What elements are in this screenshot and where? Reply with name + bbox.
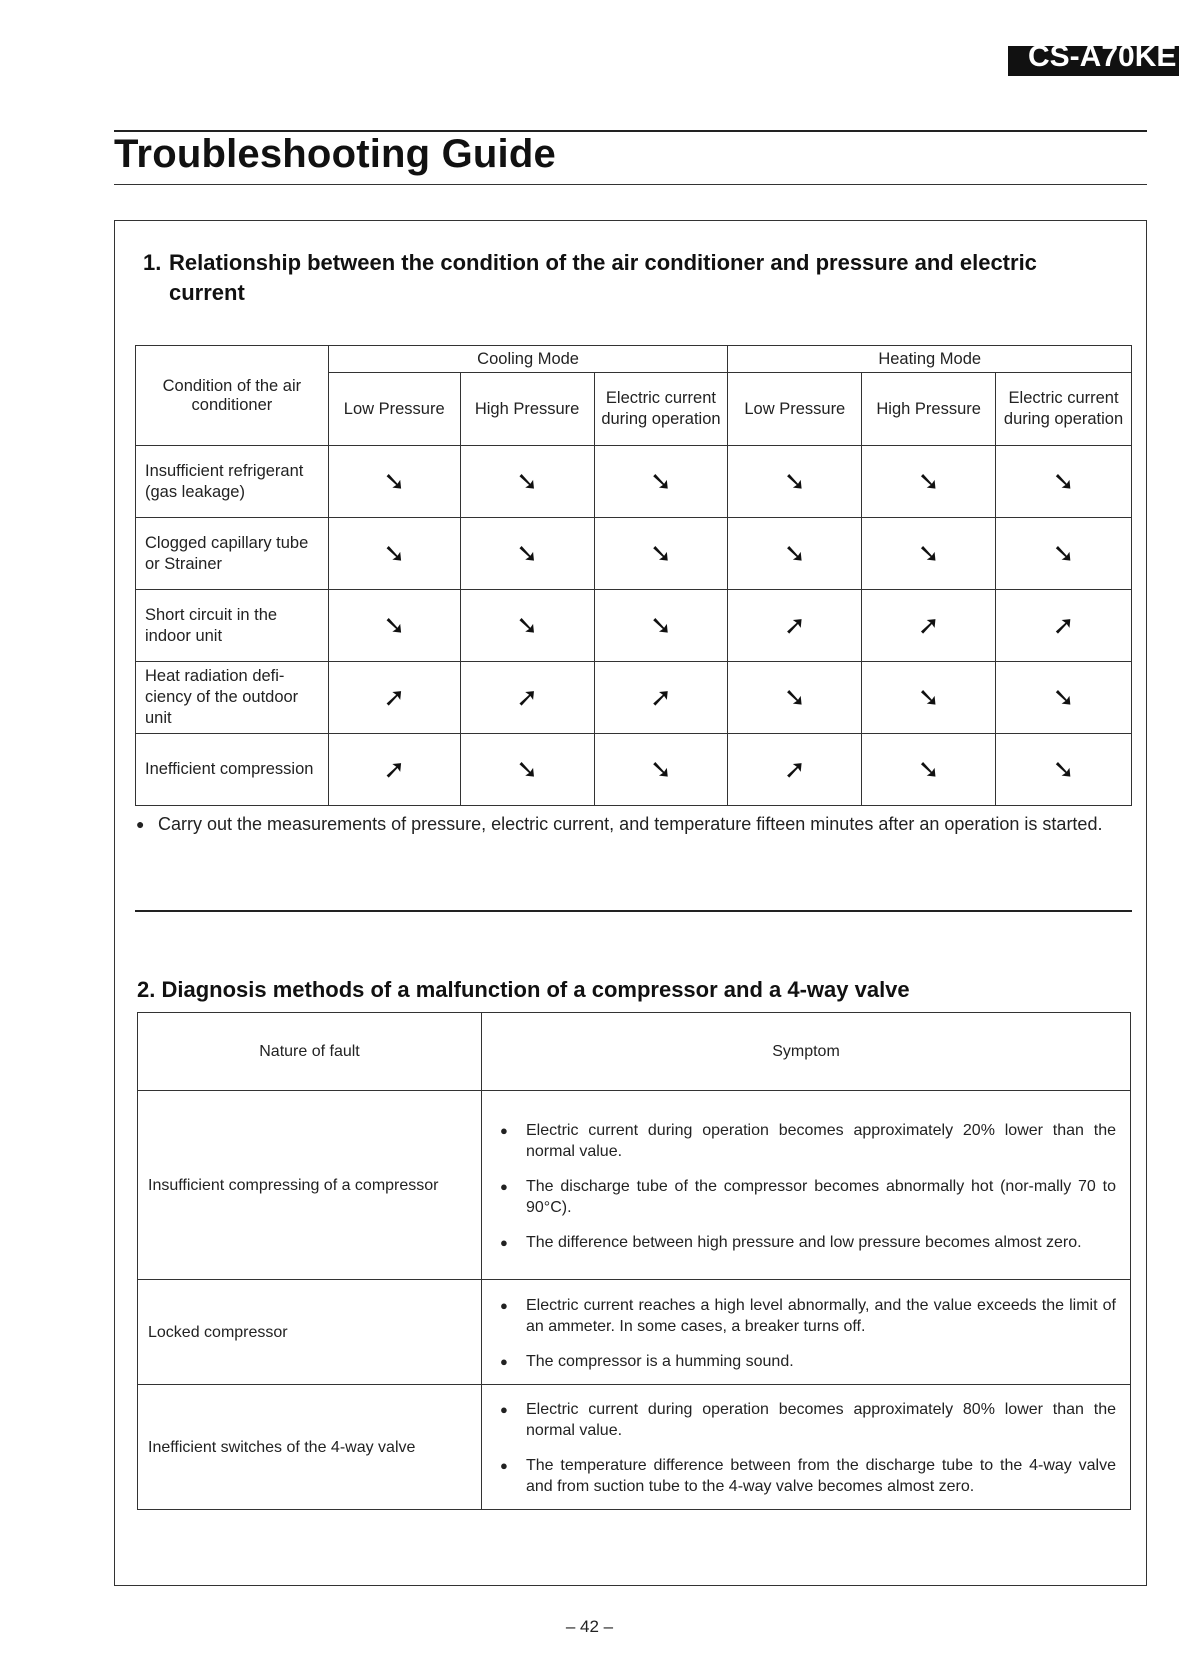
- arrow-indicator: ➘: [460, 518, 594, 590]
- arrow-indicator: ➘: [594, 590, 728, 662]
- arrow-indicator: ➘: [460, 734, 594, 806]
- arrow-indicator: ➘: [996, 518, 1132, 590]
- table-row: [136, 662, 1132, 734]
- bullet-icon: ●: [500, 1297, 508, 1313]
- symptom-item: [496, 1295, 1116, 1337]
- fault-header: Nature of fault: [138, 1013, 482, 1091]
- arrow-indicator: ➘: [594, 518, 728, 590]
- condition-cell: Heat radiation defi-ciency of the outdoor unit: [136, 662, 329, 734]
- column-header: High Pressure: [460, 373, 594, 446]
- column-header: Low Pressure: [728, 373, 862, 446]
- bullet-icon: ●: [500, 1402, 508, 1417]
- table-row: [138, 1385, 1131, 1510]
- bullet-icon: ●: [500, 1234, 508, 1250]
- fault-cell: Locked compressor: [138, 1280, 482, 1385]
- symptom-item: [496, 1351, 1116, 1372]
- arrow-indicator: ➘: [460, 446, 594, 518]
- arrow-indicator: ➘: [728, 662, 862, 734]
- symptom-cell: [482, 1280, 1131, 1385]
- arrow-indicator: ➚: [594, 662, 728, 734]
- arrow-indicator: ➚: [328, 734, 460, 806]
- arrow-indicator: ➘: [328, 590, 460, 662]
- arrow-indicator: ➘: [862, 518, 996, 590]
- arrow-indicator: ➘: [728, 518, 862, 590]
- symptom-cell: [482, 1091, 1131, 1280]
- column-header: Electric current during operation: [594, 373, 728, 446]
- table-row: [138, 1091, 1131, 1280]
- symptom-text: Electric current during operation becomes approximately 20% lower than the normal value.: [526, 1121, 1116, 1160]
- column-header: High Pressure: [862, 373, 996, 446]
- symptom-text: The difference between high pressure and low pressure becomes almost zero.: [526, 1233, 1082, 1251]
- arrow-indicator: ➚: [460, 662, 594, 734]
- arrow-indicator: ➚: [728, 734, 862, 806]
- arrow-indicator: ➘: [594, 734, 728, 806]
- bullet-icon: ●: [500, 1353, 508, 1369]
- table-row: [138, 1280, 1131, 1385]
- symptom-header: Symptom: [482, 1013, 1131, 1091]
- fault-cell: Inefficient switches of the 4-way valve: [138, 1385, 482, 1510]
- section1-heading-text: Relationship between the condition of the air conditioner and pressure and electric current: [169, 250, 1037, 305]
- column-header: Low Pressure: [328, 373, 460, 446]
- table-row: [136, 734, 1132, 806]
- arrow-indicator: ➚: [728, 590, 862, 662]
- symptom-text: The discharge tube of the compressor becomes abnormally hot (nor-mally 70 to 90°C).: [526, 1177, 1116, 1216]
- heating-mode-header: Heating Mode: [728, 346, 1132, 373]
- condition-cell: Inefficient compression: [136, 734, 329, 806]
- arrow-indicator: ➘: [996, 662, 1132, 734]
- cooling-mode-header: Cooling Mode: [328, 346, 728, 373]
- table-row: [136, 446, 1132, 518]
- arrow-indicator: ➘: [862, 446, 996, 518]
- arrow-indicator: ➘: [594, 446, 728, 518]
- symptom-item: [496, 1232, 1116, 1253]
- title-rule-bottom: [114, 184, 1147, 185]
- arrow-indicator: ➚: [862, 590, 996, 662]
- symptom-cell: [482, 1385, 1131, 1510]
- arrow-indicator: ➚: [996, 590, 1132, 662]
- diagnosis-table: [137, 1012, 1131, 1510]
- symptom-item: [496, 1120, 1116, 1162]
- section-divider: [135, 910, 1132, 912]
- condition-cell: Clogged capillary tube or Strainer: [136, 518, 329, 590]
- pressure-current-table: [135, 345, 1132, 806]
- bullet-icon: ●: [500, 1458, 508, 1473]
- arrow-indicator: ➘: [996, 446, 1132, 518]
- symptom-item: [496, 1399, 1116, 1441]
- symptom-item: [496, 1176, 1116, 1218]
- condition-header: Condition of the air conditioner: [136, 346, 329, 446]
- condition-cell: Short circuit in the indoor unit: [136, 590, 329, 662]
- symptom-text: Electric current during operation becomes approximately 80% lower than the normal value.: [526, 1401, 1116, 1439]
- arrow-indicator: ➘: [460, 590, 594, 662]
- note-text: Carry out the measurements of pressure, electric current, and temperature fifteen minutes after an operation is started.: [158, 814, 1103, 834]
- symptom-text: The compressor is a humming sound.: [526, 1352, 794, 1370]
- page-number: – 42 –: [565, 1617, 614, 1636]
- measurement-note: [136, 812, 1136, 837]
- table-row: [136, 590, 1132, 662]
- symptom-text: The temperature difference between from the discharge tube to the 4-way valve and from suction tube to the 4-way valve becomes almost zero.: [526, 1457, 1116, 1495]
- arrow-indicator: ➘: [328, 518, 460, 590]
- arrow-indicator: ➘: [862, 662, 996, 734]
- arrow-indicator: ➘: [862, 734, 996, 806]
- table-row: [136, 518, 1132, 590]
- fault-cell: Insufficient compressing of a compressor: [138, 1091, 482, 1280]
- arrow-indicator: ➘: [996, 734, 1132, 806]
- arrow-indicator: ➘: [328, 446, 460, 518]
- bullet-icon: ●: [500, 1178, 508, 1194]
- column-header: Electric current during operation: [996, 373, 1132, 446]
- arrow-indicator: ➚: [328, 662, 460, 734]
- bullet-icon: ●: [136, 816, 145, 832]
- model-code-tab: CS-A70KE: [1008, 46, 1179, 76]
- symptom-item: [496, 1455, 1116, 1497]
- section1-number: 1.: [143, 250, 162, 275]
- section2-heading: 2. Diagnosis methods of a malfunction of a compressor and a 4-way valve: [137, 977, 910, 1002]
- condition-cell: Insufficient refrigerant (gas leakage): [136, 446, 329, 518]
- section1-heading: [143, 248, 1103, 308]
- symptom-text: Electric current reaches a high level abnormally, and the value exceeds the limit of an ammeter. In some cases, a breaker turns off.: [526, 1296, 1116, 1335]
- bullet-icon: ●: [500, 1122, 508, 1138]
- arrow-indicator: ➘: [728, 446, 862, 518]
- page-title: Troubleshooting Guide: [114, 132, 556, 176]
